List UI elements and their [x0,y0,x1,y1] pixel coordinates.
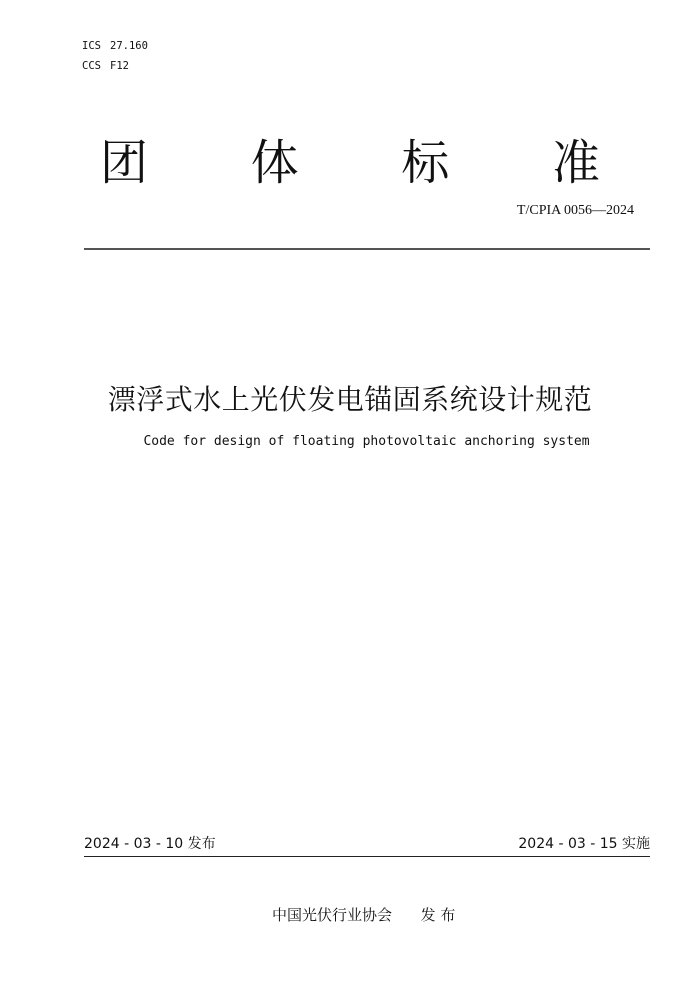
classification-codes [82,36,148,76]
title-char: 标 [401,135,450,191]
ics-row [82,36,148,56]
standard-title-zh: 漂浮式水上光伏发电锚固系统设计规范 [107,383,593,416]
ics-value: 27.160 [110,40,148,52]
ccs-row [82,56,148,76]
footer-divider [84,856,650,857]
implementation-date: 2024 - 03 - 15 实施 [518,836,650,852]
header-divider [84,248,650,250]
standard-title-en: Code for design of floating photovoltaic anchoring system [143,434,590,449]
publisher: 中国光伏行业协会 发 布 [272,906,456,924]
title-char: 团 [100,135,149,191]
ccs-value: F12 [110,60,129,72]
document-type-title [100,128,600,198]
issue-date: 2024 - 03 - 10 发布 [84,836,216,852]
title-char: 体 [250,135,299,191]
ics-label: ICS [82,40,101,52]
ccs-label: CCS [82,60,101,72]
title-char: 准 [551,135,600,191]
standard-number: T/CPIA 0056—2024 [516,203,634,218]
